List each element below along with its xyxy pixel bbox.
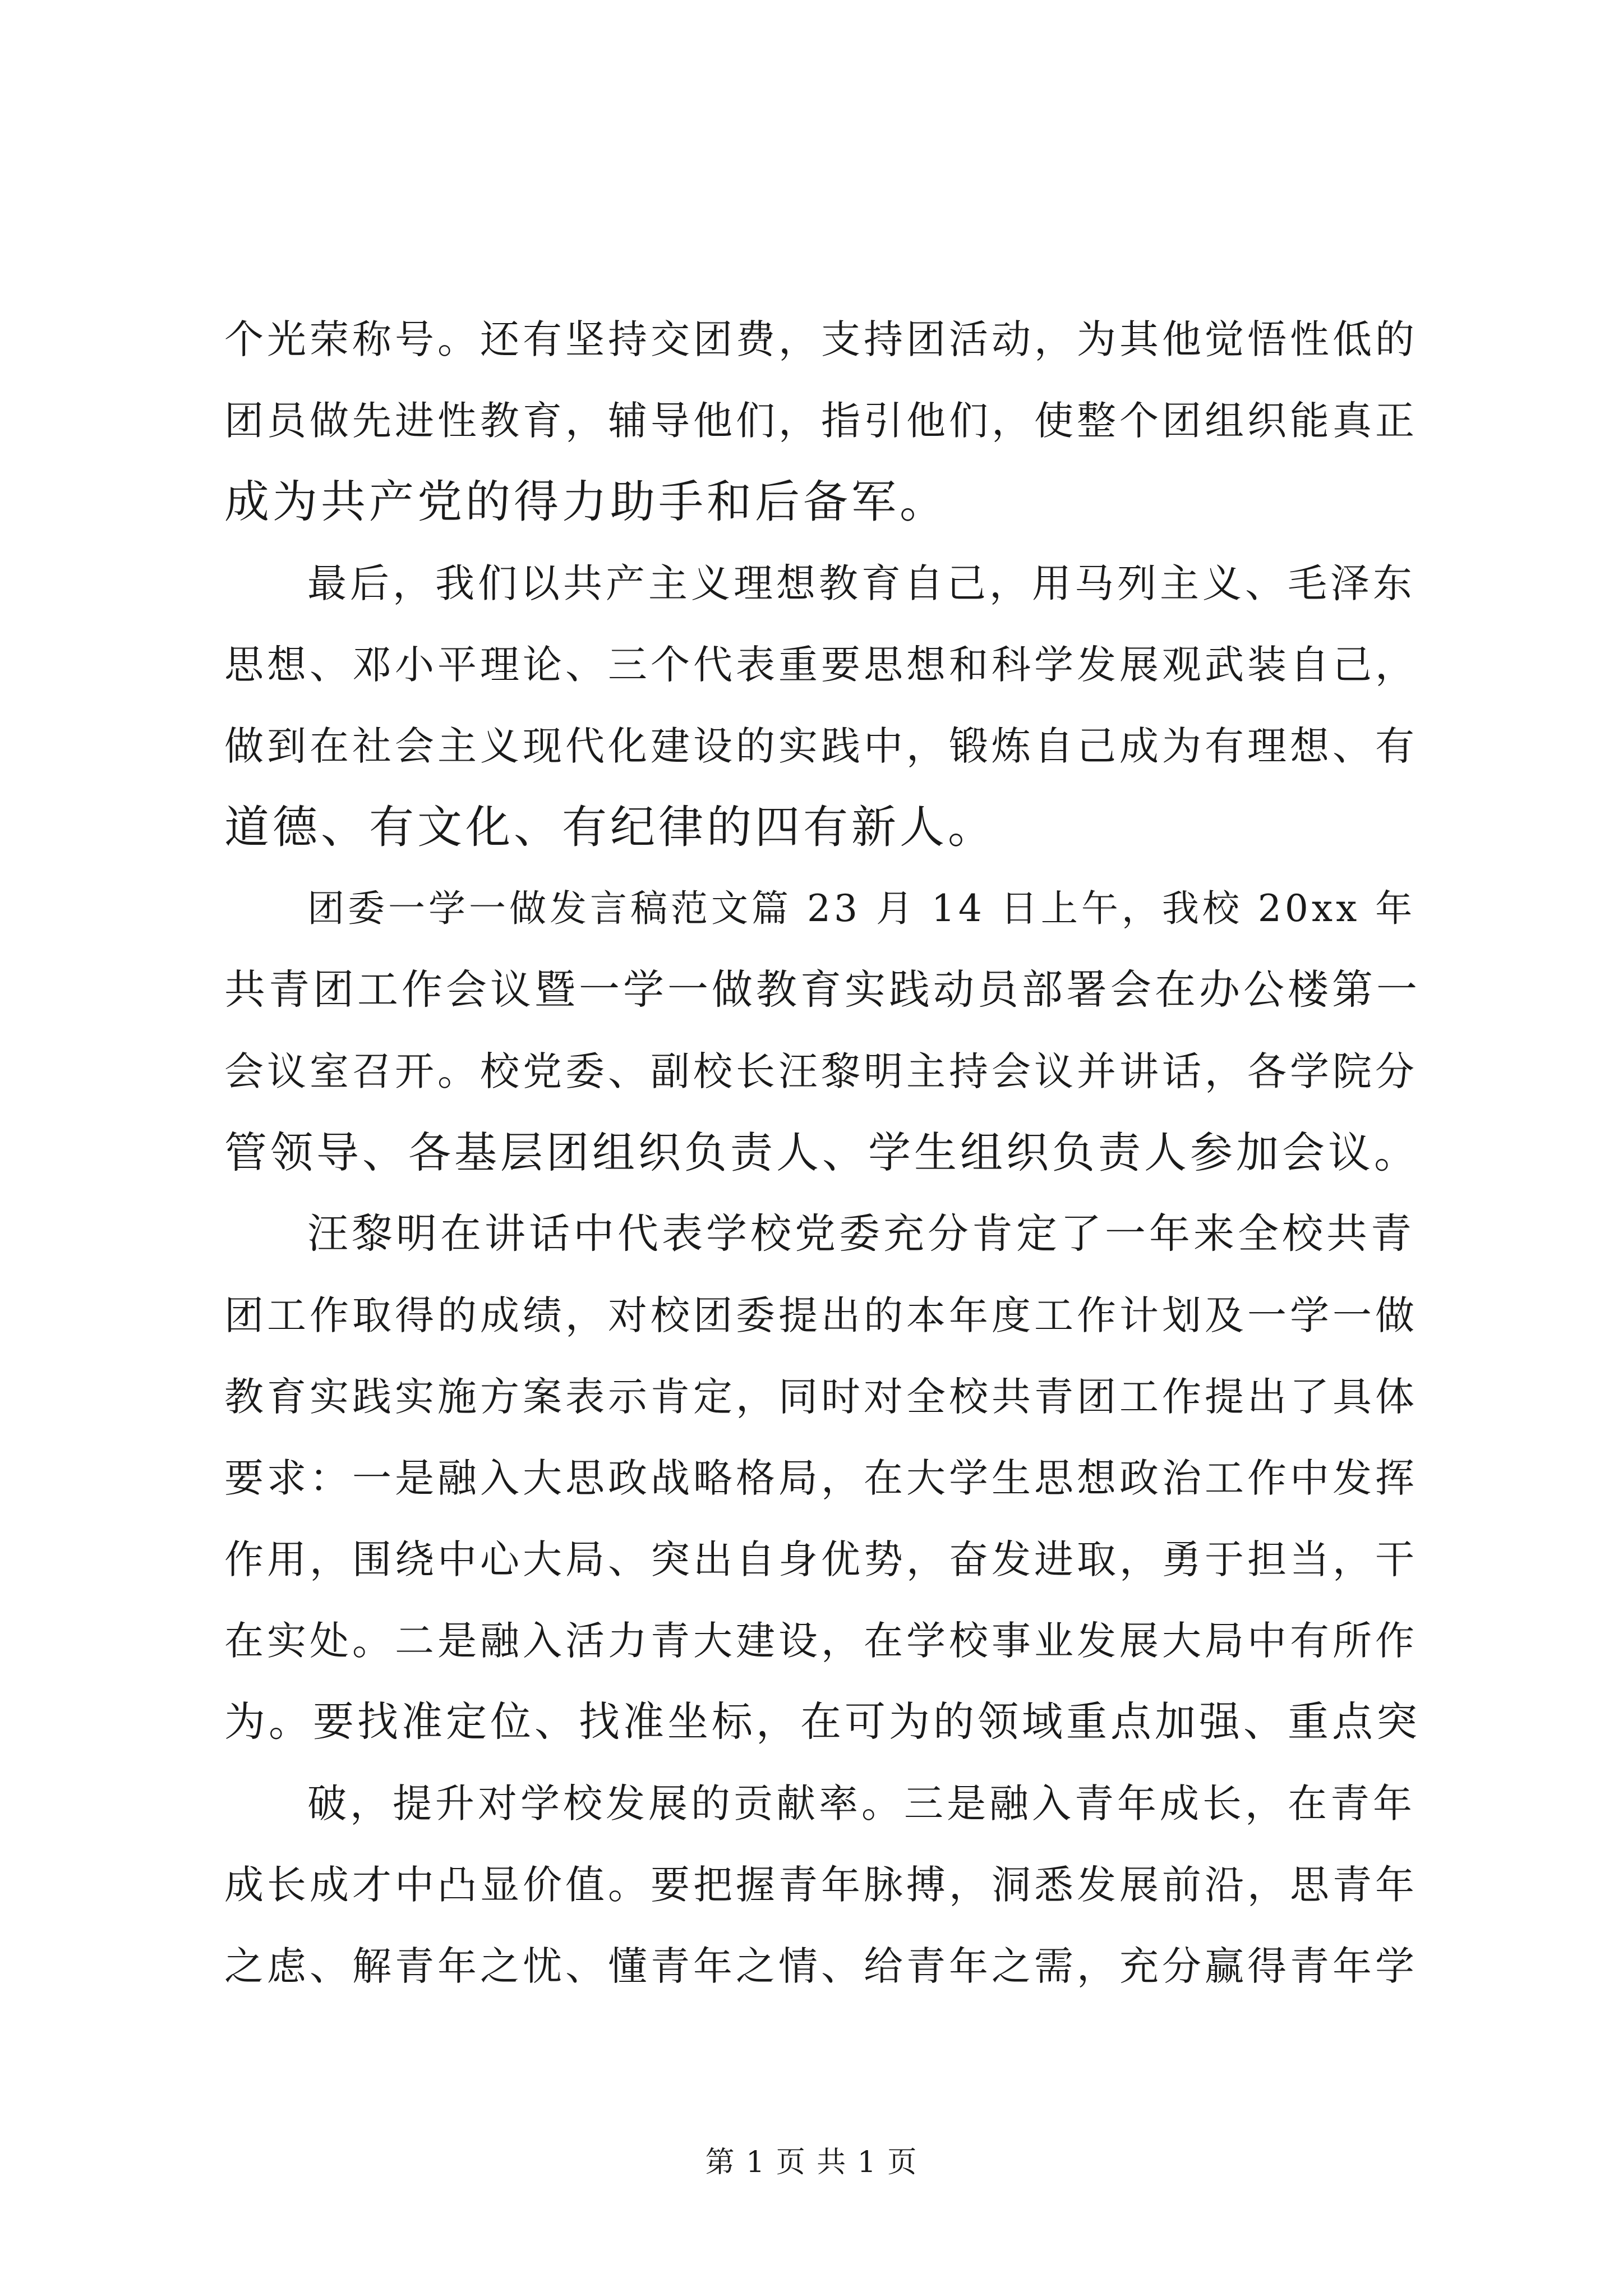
text-line: 共青团工作会议暨一学一做教育实践动员部署会在办公楼第一 — [224, 966, 1421, 1014]
text-line: 道德、有文化、有纪律的四有新人。 — [224, 801, 996, 853]
text-line: 做到在社会主义现代化建设的实践中，锻炼自己成为有理想、有 — [224, 723, 1418, 769]
text-line: 成为共产党的得力助手和后备军。 — [224, 476, 948, 528]
text-line: 为。要找准定位、找准坐标，在可为的领域重点加强、重点突 — [224, 1698, 1421, 1746]
text-line: 作用，围绕中心大局、突出自身优势，奋发进取，勇于担当，干 — [224, 1536, 1418, 1582]
text-line: 会议室召开。校党委、副校长汪黎明主持会议并讲话，各学院分 — [224, 1048, 1418, 1094]
text-line: 破，提升对学校发展的贡献率。三是融入青年成长，在青年 — [307, 1780, 1415, 1826]
text-line: 管领导、各基层团组织负责人、学生组织负责人参加会议。 — [224, 1128, 1420, 1177]
text-line: 教育实践实施方案表示肯定，同时对全校共青团工作提出了具体 — [224, 1374, 1418, 1420]
page-number-footer: 第 1 页 共 1 页 — [705, 2146, 918, 2179]
text-line: 最后，我们以共产主义理想教育自己，用马列主义、毛泽东 — [307, 560, 1415, 606]
text-line: 成长成才中凸显价值。要把握青年脉搏，洞悉发展前沿，思青年 — [224, 1862, 1418, 1908]
text-line: 团员做先进性教育，辅导他们，指引他们，使整个团组织能真正 — [224, 398, 1418, 444]
text-line: 在实处。二是融入活力青大建设，在学校事业发展大局中有所作 — [224, 1618, 1418, 1664]
text-line: 思想、邓小平理论、三个代表重要思想和科学发展观武装自己， — [224, 642, 1418, 688]
text-line: 个光荣称号。还有坚持交团费，支持团活动，为其他觉悟性低的 — [224, 316, 1418, 362]
text-line: 汪黎明在讲话中代表学校党委充分肯定了一年来全校共青 — [307, 1210, 1415, 1258]
text-line: 要求：一是融入大思政战略格局，在大学生思想政治工作中发挥 — [224, 1455, 1418, 1501]
text-line: 团工作取得的成绩，对校团委提出的本年度工作计划及一学一做 — [224, 1292, 1418, 1338]
text-line: 之虑、解青年之忧、懂青年之情、给青年之需，充分赢得青年学 — [224, 1943, 1418, 1989]
text-line: 团委一学一做发言稿范文篇 23 月 14 日上午，我校 20xx 年 — [307, 887, 1416, 930]
